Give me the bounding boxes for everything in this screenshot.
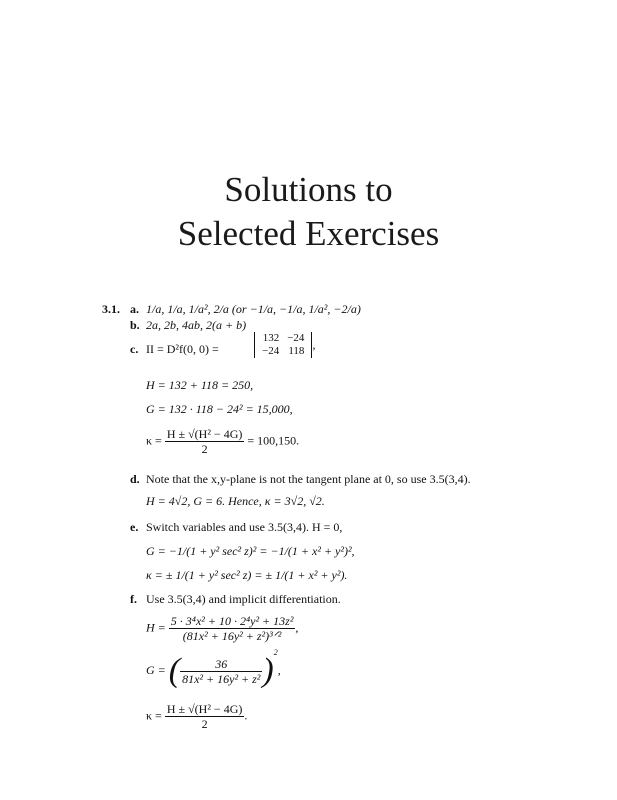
- H-lhs: H =: [146, 620, 166, 635]
- matrix-cell: −24: [262, 345, 280, 357]
- part-c-G: G = 132 · 118 − 24² = 15,000,: [146, 402, 293, 416]
- part-a-text: 1/a, 1/a, 1/a², 2/a (or −1/a, −1/a, 1/a², −2/a): [146, 302, 361, 316]
- part-e-text: Switch variables and use 3.5(3,4). H = 0,: [146, 520, 343, 534]
- kappa-lhs: κ =: [146, 433, 162, 448]
- part-b-text: 2a, 2b, 4ab, 2(a + b): [146, 318, 247, 332]
- part-c-label: c.: [130, 342, 139, 356]
- G-exponent: 2: [273, 647, 278, 657]
- part-c-kappa: [146, 427, 299, 456]
- H-denominator: (81x² + 16y² + z²)³ᐟ²: [182, 629, 282, 643]
- part-b-label: b.: [130, 318, 140, 332]
- matrix-cell: −24: [287, 332, 305, 344]
- part-f-kappa: κ = $\frac{\text{H ± √(H² − 4G)}}{2}$ .: [146, 702, 248, 731]
- kappa-numerator: H ± √(H² − 4G): [166, 702, 243, 716]
- part-d-text: Note that the x,y-plane is not the tangent plane at 0, so use 3.5(3,4).: [146, 472, 471, 486]
- kappa-value: = 100,150.: [247, 433, 300, 448]
- hessian-matrix: 132 −24 −24 118 ,: [254, 332, 315, 358]
- G-numerator: 36: [180, 657, 262, 672]
- kappa-denominator: 2: [201, 717, 208, 731]
- part-c-lhs: II = D²f(0, 0) =: [146, 342, 219, 356]
- part-e-G: G = −1/(1 + y² sec² z)² = −1/(1 + x² + y²)²,: [146, 544, 355, 558]
- matrix-cell: 132: [262, 332, 280, 344]
- part-d-label: d.: [130, 472, 140, 486]
- part-c-H: H = 132 + 118 = 250,: [146, 378, 254, 392]
- matrix-cell: 118: [288, 345, 305, 357]
- G-denominator: 81x² + 16y² + z²: [182, 671, 261, 686]
- H-numerator: 5 · 3⁴x² + 10 · 2⁴y² + 13z²: [170, 614, 294, 628]
- part-e-label: e.: [130, 520, 139, 534]
- page-title-line-1: Solutions to: [224, 170, 393, 209]
- kappa-lhs: κ =: [146, 708, 162, 723]
- G-lhs: G =: [146, 662, 166, 677]
- page-title-line-2: Selected Exercises: [177, 214, 440, 253]
- part-f-text: Use 3.5(3,4) and implicit differentiation.: [146, 592, 341, 606]
- kappa-denominator: 2: [201, 442, 208, 456]
- part-f-H: H = $\frac{\text{5 · 3⁴x² + 10 · 2⁴y² + 13z²}}{\text{(81x² + 16y² + z²)³ᐟ²}}$ ,: [146, 614, 299, 643]
- part-f-label: f.: [130, 592, 137, 606]
- part-f-G: G = ( $\frac{36}{\text{81x² + 16y² + z²}}$ )$^2$,: [146, 647, 281, 689]
- exercise-number: 3.1.: [102, 302, 120, 316]
- part-e-kappa: κ = ± 1/(1 + y² sec² z) = ± 1/(1 + x² + y²).: [146, 568, 348, 582]
- kappa-numerator: H ± √(H² − 4G): [166, 427, 243, 441]
- part-a-label: a.: [130, 302, 139, 316]
- part-d-result: H = 4√2, G = 6. Hence, κ = 3√2, √2.: [146, 494, 325, 508]
